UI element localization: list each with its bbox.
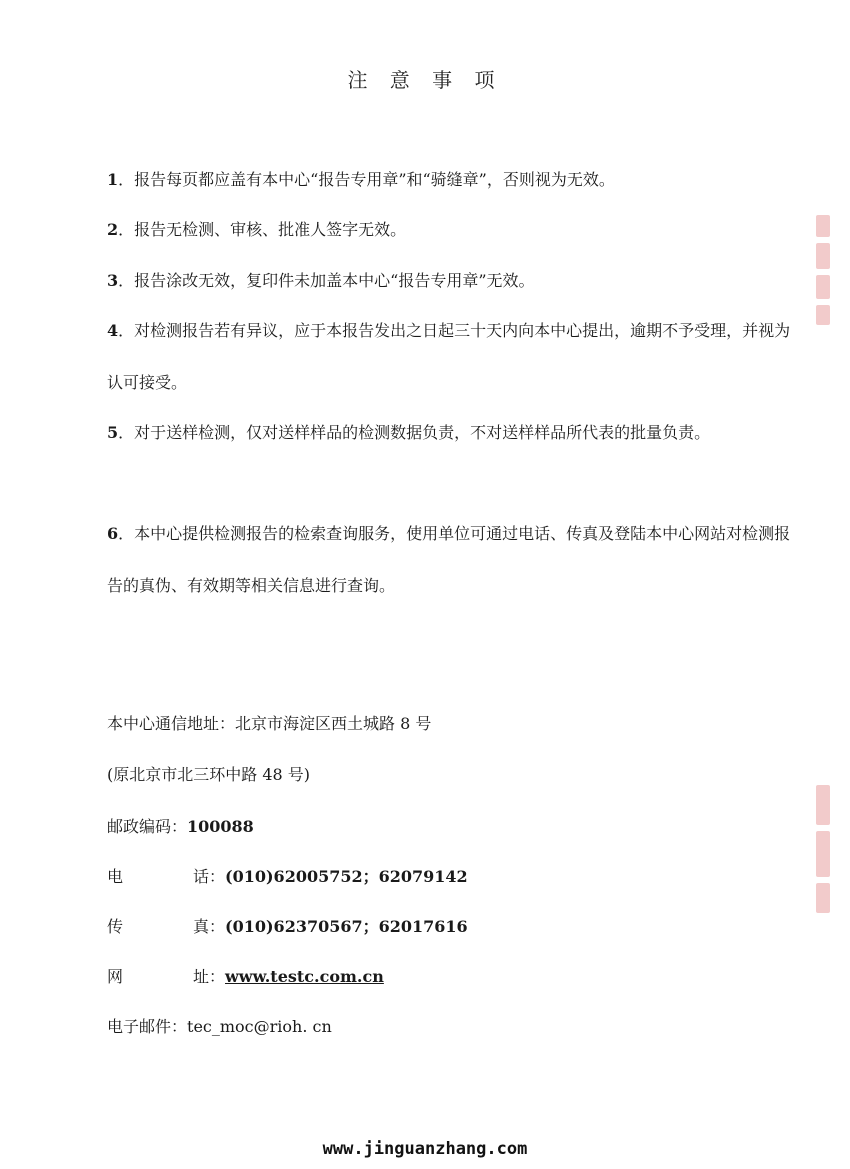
- former-address-line: [107, 765, 797, 785]
- notice-text: ．对检测报告若有异议，应于本报告发出之日起三十天内向本中心提出，逾期不予受理，并视为认可接受。: [107, 321, 791, 392]
- page-title: 注 意 事 项: [347, 68, 503, 92]
- notice-number: 3: [107, 271, 119, 290]
- phone-value: (010)62005752；62079142: [225, 867, 468, 886]
- fax-value: (010)62370567；62017616: [225, 917, 468, 936]
- fax-line: [107, 917, 797, 937]
- postcode-label: 邮政编码：: [107, 817, 188, 836]
- address-value: 北京市海淀区西土城路 8 号: [235, 714, 432, 733]
- notice-text: ．本中心提供检测报告的检索查询服务，使用单位可通过电话、传真及登陆本中心网站对检测报告的真伪、有效期等相关信息进行查询。: [107, 524, 791, 595]
- notice-text: ．对于送样检测，仅对送样样品的检测数据负责，不对送样样品所代表的批量负责。: [118, 423, 711, 442]
- notice-number: 2: [107, 220, 119, 239]
- postcode-value: 100088: [187, 817, 254, 836]
- notice-text: ．报告涂改无效，复印件未加盖本中心“报告专用章”无效。: [118, 271, 535, 290]
- fax-label: 真：: [193, 917, 226, 936]
- notice-item-1: [107, 170, 797, 190]
- address-label: 本中心通信地址：: [107, 714, 236, 733]
- notice-number: 1: [107, 170, 119, 189]
- website-link[interactable]: www.testc.com.cn: [225, 967, 384, 986]
- notice-text: ．报告每页都应盖有本中心“报告专用章”和“骑缝章”，否则视为无效。: [118, 170, 615, 189]
- seal-edge-mark-bottom: [816, 785, 832, 919]
- footer-watermark: www.jinguanzhang.com: [322, 1139, 528, 1159]
- notice-item-4: [107, 305, 797, 409]
- seal-edge-mark-top: [816, 215, 832, 331]
- postcode-line: [107, 817, 797, 837]
- fax-label-char: 传: [107, 917, 124, 936]
- notice-text: ．报告无检测、审核、批准人签字无效。: [118, 220, 407, 239]
- address-line: [107, 714, 797, 734]
- notice-number: 4: [107, 321, 119, 340]
- notice-item-6: [107, 508, 797, 612]
- email-label: 电子邮件：: [107, 1017, 188, 1036]
- phone-label: 话：: [193, 867, 226, 886]
- notice-number: 5: [107, 423, 119, 442]
- notice-item-3: [107, 271, 797, 291]
- website-line: [107, 967, 797, 987]
- phone-label-char: 电: [107, 867, 124, 886]
- notice-item-5: [107, 407, 797, 459]
- email-line: [107, 1017, 797, 1037]
- website-label: 址：: [193, 967, 226, 986]
- website-label-char: 网: [107, 967, 124, 986]
- phone-line: [107, 867, 797, 887]
- notice-number: 6: [107, 524, 119, 543]
- email-value: tec_moc@rioh. cn: [187, 1017, 332, 1036]
- former-address: (原北京市北三环中路 48 号): [107, 765, 311, 784]
- notice-item-2: [107, 220, 797, 240]
